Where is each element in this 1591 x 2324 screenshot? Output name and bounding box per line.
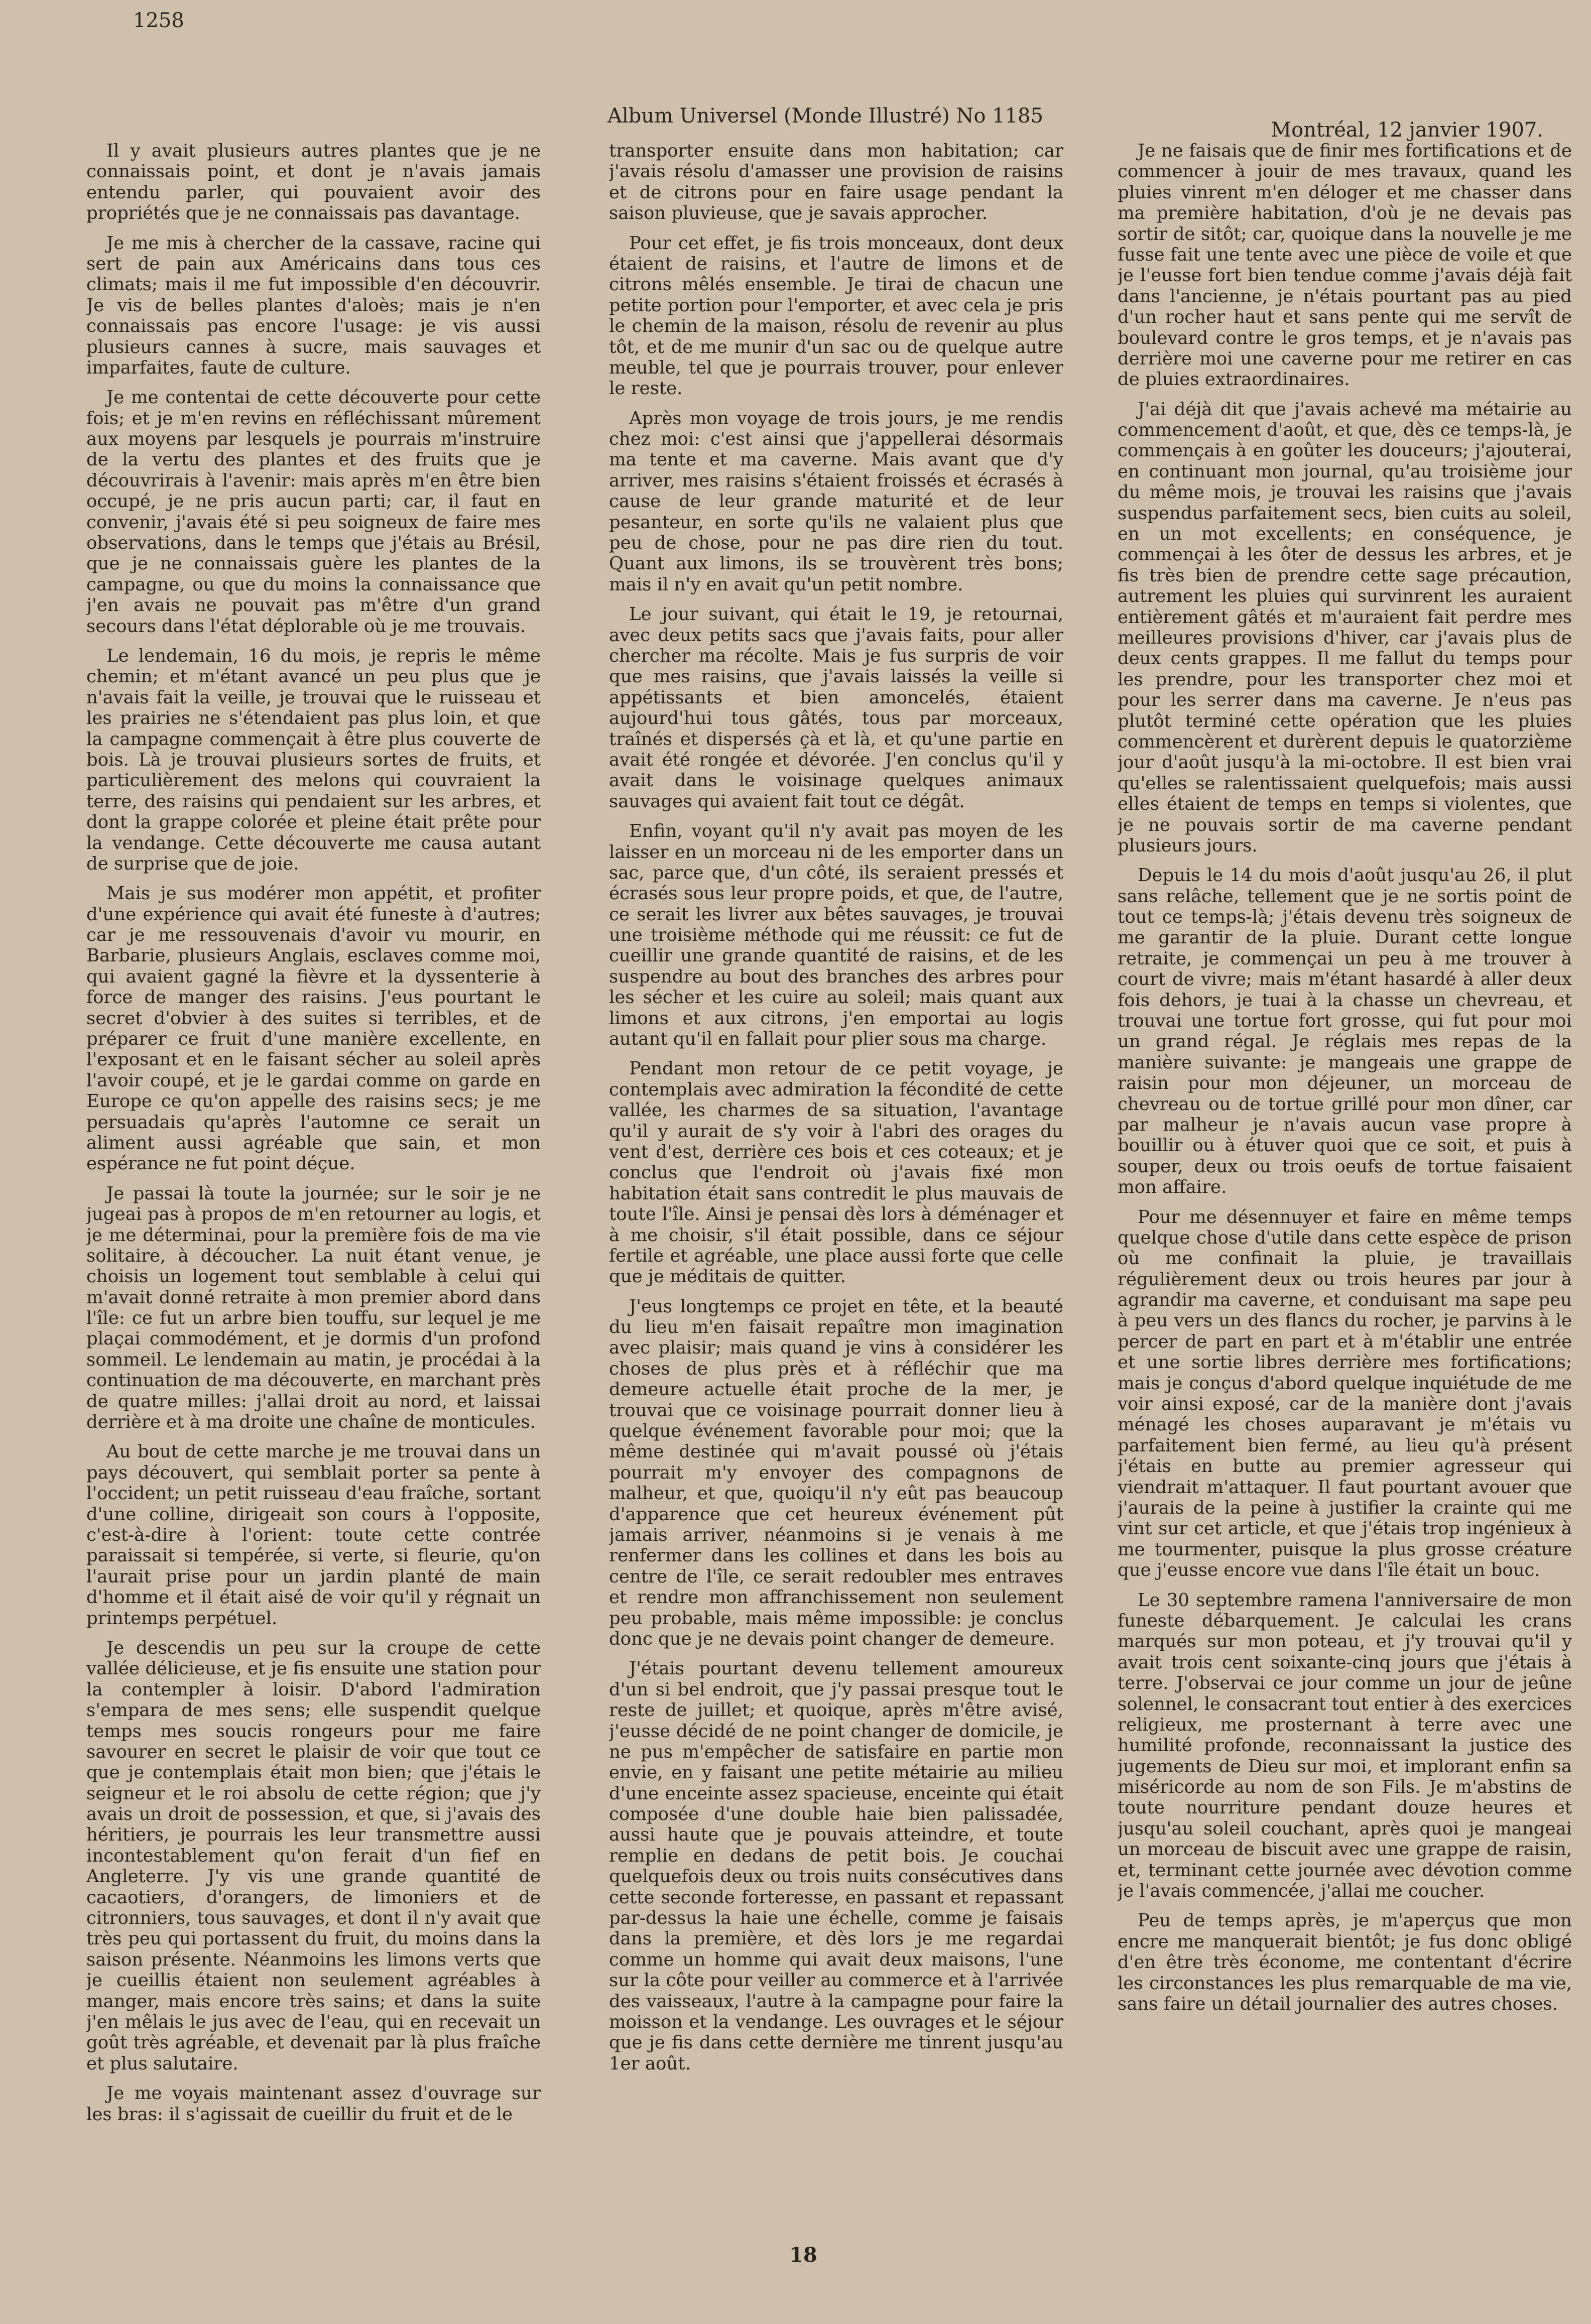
paragraph: Depuis le 14 du mois d'août jusqu'au 26, il plut sans relâche, tellement que je ne sortis point de tout ce temps-là; j'étais devenu très soigneux de me garantir de la pluie. Durant cette longue retraite, je commençai un peu à me trouver à court de vivre; mais m'étant hasardé à aller deux fois dehors, je tuai à la chasse un chevreau, et trouvai une tortue fort grosse, qui fut pour moi un grand régal. Je réglais mes repas de la manière suivante: je mangeais une grappe de raisin pour mon déjeuner, un morceau de chevreau ou de tortue grillé pour mon dîner, car par malheur je n'avais aucun vase propre à bouillir ou à étuver quoi que ce soit, et puis à souper, deux ou trois oeufs de tortue faisaient mon affaire. [1118,865,1572,1198]
paragraph: Au bout de cette marche je me trouvai dans un pays découvert, qui semblait porter sa pente à l'occident; un petit ruisseau d'eau fraîche, sortant d'une colline, dirigeait son cours à l'opposite, c'est-à-dire à l'orient: toute cette contrée paraissait si tempérée, si verte, si fleurie, qu'on l'aurait prise pour un jardin planté de main d'homme et il était aisé de voir qu'il y régnait un printemps perpétuel. [86,1441,541,1629]
folio-number: 18 [789,2243,817,2267]
paragraph-continued: transporter ensuite dans mon habitation; car j'avais résolu d'amasser une provision de raisins et de citrons pour en faire usage pendant la saison pluvieuse, que je savais approcher. [609,141,1063,224]
paragraph: J'étais pourtant devenu tellement amoureux d'un si bel endroit, que j'y passai presque tout le reste de juillet; et quoique, après m'être avisé, j'eusse décidé de ne point changer de domicile, je ne pus m'empêcher de satisfaire en partie mon envie, en y faisant une petite métairie au milieu d'une enceinte assez spacieuse, enceinte qui était composée d'une double haie bien palissadée, aussi haute que je pouvais atteindre, et toute remplie en dedans de petit bois. Je couchai quelquefois deux ou trois nuits consécutives dans cette seconde forteresse, en passant et repassant par-dessus la haie une échelle, comme je faisais dans la première, et dès lors je me regardai comme un homme qui avait deux maisons, l'une sur la côte pour veiller au commerce et à l'arrivée des vaisseaux, l'autre à la campagne pour faire la moisson et la vendange. Les ouvrages et le séjour que je fis dans cette dernière me tinrent jusqu'au 1er août. [609,1658,1063,2074]
paragraph: Le jour suivant, qui était le 19, je retournai, avec deux petits sacs que j'avais faits, pour aller chercher ma récolte. Mais je fus surpris de voir que mes raisins, que j'avais laissés la veille si appétissants et bien amoncelés, étaient aujourd'hui tous gâtés, tous par morceaux, traînés et dispersés çà et là, et qu'une partie en avait été rongée et dévorée. J'en conclus qu'il y avait dans le voisinage quelques animaux sauvages qui avaient fait tout ce dégât. [609,604,1063,812]
text-column-3 [1118,141,1572,2224]
paragraph: Mais je sus modérer mon appétit, et profiter d'une expérience qui avait été funeste à d'autres; car je me ressouvenais d'avoir vu mourir, en Barbarie, plusieurs Anglais, esclaves comme moi, qui avaient gagné la fièvre et la dyssenterie à force de manger des raisins. J'eus pourtant le secret d'obvier à des suites si terribles, et de préparer ce fruit d'une manière excellente, en l'exposant et en le faisant sécher au soleil après l'avoir coupé, et je le gardai comme on garde en Europe ce qu'on appelle des raisins secs; je me persuadais qu'après l'automne ce serait un aliment aussi agréable que sain, et mon espérance ne fut point déçue. [86,883,541,1174]
paragraph: Peu de temps après, je m'aperçus que mon encre me manquerait bientôt; je fus donc obligé d'en être très économe, me contentant d'écrire les circonstances les plus remarquable de ma vie, sans faire un détail journalier des autres choses. [1118,1910,1572,2014]
paragraph: J'eus longtemps ce projet en tête, et la beauté du lieu m'en faisait repaître mon imagination avec plaisir; mais quand je vins à considérer les choses de plus près et à réfléchir que ma demeure actuelle était proche de la mer, je trouvai que ce voisinage pourrait donner lieu à quelque événement favorable pour moi; que la même destinée qui m'avait poussé où j'étais pourrait m'y envoyer des compagnons de malheur, et que, quoiqu'il n'y eût pas beaucoup d'apparence que cet heureux événement pût jamais arriver, néanmoins si je venais à me renfermer dans les collines et dans les bois au centre de l'île, ce serait redoubler mes entraves et rendre mon affranchissement non seulement peu probable, mais même impossible: je conclus donc que je ne devais point changer de demeure. [609,1296,1063,1649]
page-header [607,104,1543,142]
page-number-top: 1258 [133,9,184,32]
text-column-1 [86,141,541,2224]
paragraph: Pendant mon retour de ce petit voyage, je contemplais avec admiration la fécondité de cette vallée, les charmes de sa situation, l'avantage qu'il y aurait de s'y voir à l'abri des orages du vent d'est, derrière ces bois et ces coteaux; et je conclus que l'endroit où j'avais fixé mon habitation était sans contredit le plus mauvais de toute l'île. Ainsi je pensai dès lors à déménager et à me choisir, s'il était possible, dans ce séjour fertile et agréable, une place aussi forte que celle que je méditais de quitter. [609,1058,1063,1287]
paragraph: Après mon voyage de trois jours, je me rendis chez moi: c'est ainsi que j'appellerai désormais ma tente et ma caverne. Mais avant que d'y arriver, mes raisins s'étaient froissés et écrasés à cause de leur grande maturité et de leur pesanteur, en sorte qu'ils ne valaient plus que peu de chose, pour ne pas dire rien du tout. Quant aux limons, ils se trouvèrent très bons; mais il n'y en avait qu'un petit nombre. [609,408,1063,595]
paragraph: Il y avait plusieurs autres plantes que je ne connaissais point, et dont je n'avais jamais entendu parler, qui pouvaient avoir des propriétés que je ne connaissais pas davantage. [86,141,541,224]
paragraph: Pour cet effet, je fis trois monceaux, dont deux étaient de raisins, et l'autre de limons et de citrons mêlés ensemble. Je tirai de chacun une petite portion pour l'emporter, et avec cela je pris le chemin de la maison, résolu de revenir au plus tôt, et de me munir d'un sac ou de quelque autre meuble, tel que je pourrais trouver, pour enlever le reste. [609,232,1063,399]
paragraph: Enfin, voyant qu'il n'y avait pas moyen de les laisser en un morceau ni de les emporter dans un sac, parce que, d'un côté, ils seraient pressés et écrasés sous leur propre poids, et que, de l'autre, ce serait les livrer aux bêtes sauvages, je trouvai une troisième méthode qui me réussit: ce fut de cueillir une grande quantité de raisins, et de les suspendre au bout des branches des arbres pour les sécher et les cuire au soleil; mais quant aux limons et aux citrons, j'en emportai au logis autant qu'il en fallait pour plier sous ma charge. [609,821,1063,1050]
paragraph: Je me voyais maintenant assez d'ouvrage sur les bras: il s'agissait de cueillir du fruit et de le [86,2083,541,2125]
paragraph: Je me contentai de cette découverte pour cette fois; et je m'en revins en réfléchissant mûrement aux moyens par lesquels je pourrais m'instruire de la vertu des plantes et des fruits que je découvrirais à l'avenir: mais après m'en être bien occupé, je ne pris aucun parti; car, il faut en convenir, j'avais été si peu soigneux de faire mes observations, dans le temps que j'étais au Brésil, que je ne connaissais guère les plantes de la campagne, ou que du moins la connaissance que j'en avais ne pouvait pas m'être d'un grand secours dans l'état déplorable où je me trouvais. [86,387,541,637]
paragraph: Je descendis un peu sur la croupe de cette vallée délicieuse, et je fis ensuite une station pour la contempler à loisir. D'abord l'admiration s'empara de mes sens; elle suspendit quelque temps mes soucis rongeurs pour me faire savourer en secret le plaisir de voir que tout ce que je contemplais était mon bien; que j'étais le seigneur et le roi absolu de cette région; que j'y avais un droit de possession, et que, si j'avais des héritiers, je pourrais les leur transmettre aussi incontestablement qu'on ferait d'un fief en Angleterre. J'y vis une grande quantité de cacaotiers, d'orangers, de limoniers et de citronniers, tous sauvages, et dont il n'y avait que très peu qui portassent du fruit, du moins dans la saison présente. Néanmoins les limons verts que je cueillis étaient non seulement agréables à manger, mais encore très sains; et dans la suite j'en mêlais le jus avec de l'eau, qui en recevait un goût très agréable, et devenait par là plus fraîche et plus salutaire. [86,1637,541,2074]
masthead: Album Universel (Monde Illustré) No 1185 [607,104,1043,128]
text-column-2 [609,141,1063,2224]
paragraph: Je passai là toute la journée; sur le soir je ne jugeai pas à propos de m'en retourner au logis, et je me déterminai, pour la première fois de ma vie solitaire, à découcher. La nuit étant venue, je choisis un logement tout semblable à celui qui m'avait donné retraite à mon premier abord dans l'île: ce fut un arbre bien touffu, sur lequel je me plaçai commodément, et je dormis d'un profond sommeil. Le lendemain au matin, je procédai à la continuation de ma découverte, en marchant près de quatre milles: j'allai droit au nord, et laissai derrière et à ma droite une chaîne de monticules. [86,1183,541,1433]
paragraph: Je ne faisais que de finir mes fortifications et de commencer à jouir de mes travaux, quand les pluies vinrent m'en déloger et me chasser dans ma première habitation, d'où je ne devais pas sortir de sitôt; car, quoique dans la nouvelle je me fusse fait une tente avec une pièce de voile et que je l'eusse fort bien tendue comme j'avais déjà fait dans l'ancienne, je n'étais pourtant pas au pied d'un rocher haut et sans pente qui me servît de boulevard contre le gros temps, et je n'avais pas derrière moi une caverne pour me retirer en cas de pluies extraordinaires. [1118,141,1572,390]
issue-date: Montréal, 12 janvier 1907. [1271,118,1543,142]
paragraph: Le lendemain, 16 du mois, je repris le même chemin; et m'étant avancé un peu plus que je n'avais fait la veille, je trouvai que le ruisseau et les prairies ne s'étendaient pas plus loin, et que la campagne commençait à être plus couverte de bois. Là je trouvai plusieurs sortes de fruits, et particulièrement des melons qui couvraient la terre, des raisins qui pendaient sur les arbres, et dont la grappe colorée et pleine était prête pour la vendange. Cette découverte me causa autant de surprise que de joie. [86,645,541,874]
paragraph: Pour me désennuyer et faire en même temps quelque chose d'utile dans cette espèce de prison où me confinait la pluie, je travaillais régulièrement deux ou trois heures par jour à agrandir ma caverne, et conduisant ma sape peu à peu vers un des flancs du rocher, je parvins à le percer de part en part et à m'établir une entrée et une sortie libres derrière mes fortifications; mais je conçus d'abord quelque inquiétude de me voir ainsi exposé, car de la manière dont j'avais ménagé les choses auparavant je m'étais vu parfaitement bien fermé, au lieu qu'à présent j'étais en butte au premier agresseur qui viendrait m'attaquer. Il faut pourtant avouer que j'aurais de la peine à justifier la crainte qui me vint sur cet article, et que j'étais trop ingénieux à me tourmenter, puisque la plus grosse créature que j'eusse encore vue dans l'île était un bouc. [1118,1206,1572,1581]
paragraph: J'ai déjà dit que j'avais achevé ma métairie au commencement d'août, et que, dès ce temps-là, je commençais à en goûter les douceurs; j'ajouterai, en continuant mon journal, qu'au troisième jour du même mois, je trouvai les raisins que j'avais suspendus parfaitement secs, bien cuits au soleil, en un mot excellents; en conséquence, je commençai à les ôter de dessus les arbres, et je fis très bien de prendre cette sage précaution, autrement les pluies qui survinrent les auraient entièrement gâtés et m'auraient fait perdre mes meilleures provisions d'hiver, car j'avais plus de deux cents grappes. Il me fallut du temps pour les prendre, pour les transporter chez moi et pour les serrer dans ma caverne. Je n'eus pas plutôt terminé cette opération que les pluies commencèrent et durèrent depuis le quatorzième jour d'août jusqu'à la mi-octobre. Il est bien vrai qu'elles se ralentissaient quelquefois; mais aussi elles étaient de temps en temps si violentes, que je ne pouvais sortir de ma caverne pendant plusieurs jours. [1118,399,1572,856]
paragraph: Je me mis à chercher de la cassave, racine qui sert de pain aux Américains dans tous ces climats; mais il me fut impossible d'en découvrir. Je vis de belles plantes d'aloès; mais je n'en connaissais pas encore l'usage: je vis aussi plusieurs cannes à sucre, mais sauvages et imparfaites, faute de culture. [86,232,541,378]
paragraph: Le 30 septembre ramena l'anniversaire de mon funeste débarquement. Je calculai les crans marqués sur mon poteau, et j'y trouvai qu'il y avait trois cent soixante-cinq jours que j'étais à terre. J'observai ce jour comme un jour de jeûne solennel, le consacrant tout entier à des exercices religieux, me prosternant à terre avec une humilité profonde, reconnaissant la justice des jugements de Dieu sur moi, et implorant enfin sa miséricorde au nom de son Fils. Je m'abstins de toute nourriture pendant douze heures et jusqu'au soleil couchant, après quoi je mangeai un morceau de biscuit avec une grappe de raisin, et, terminant cette journée avec dévotion comme je l'avais commencée, j'allai me coucher. [1118,1589,1572,1902]
